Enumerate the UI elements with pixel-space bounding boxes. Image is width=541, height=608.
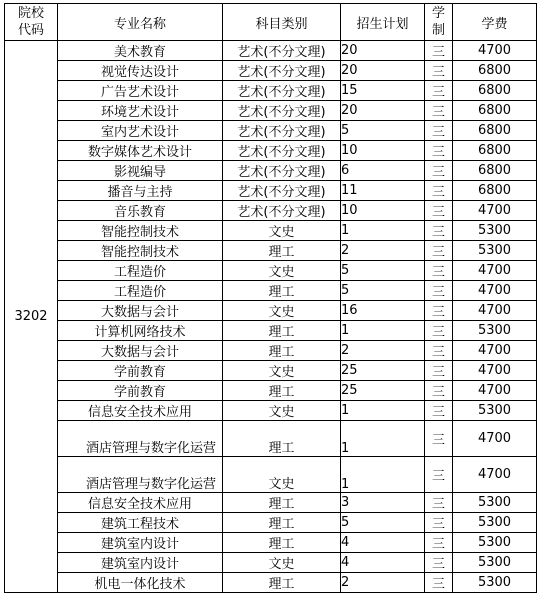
major-name-cell: 酒店管理与数字化运营 [58, 457, 223, 493]
table-row [5, 341, 537, 361]
subject-category-cell: 文史 [223, 261, 341, 281]
tuition-cell: 6800 [453, 181, 537, 201]
tuition-cell: 5300 [453, 493, 537, 513]
major-name-cell: 计算机网络技术 [58, 321, 223, 341]
tuition-cell: 4700 [453, 421, 537, 457]
subject-category-cell: 理工 [223, 341, 341, 361]
study-years-cell: 三 [425, 121, 453, 141]
tuition-cell: 6800 [453, 101, 537, 121]
tuition-cell: 5300 [453, 533, 537, 553]
header-subject-category: 科目类别 [223, 4, 341, 41]
tuition-cell: 5300 [453, 221, 537, 241]
enrollment-plan-cell: 25 [341, 361, 425, 381]
table-row [5, 573, 537, 593]
major-name-cell: 机电一体化技术 [58, 573, 223, 593]
table-row [5, 457, 537, 493]
subject-category-cell: 文史 [223, 401, 341, 421]
tuition-cell: 4700 [453, 261, 537, 281]
header-study-years: 学 制 [425, 4, 453, 41]
enrollment-plan-cell: 10 [341, 201, 425, 221]
major-name-cell: 数字媒体艺术设计 [58, 141, 223, 161]
table-row [5, 533, 537, 553]
study-years-cell: 三 [425, 241, 453, 261]
enrollment-plan-cell: 5 [341, 281, 425, 301]
table-row [5, 181, 537, 201]
study-years-cell: 三 [425, 457, 453, 493]
subject-category-cell: 艺术(不分文理) [223, 121, 341, 141]
tuition-cell: 5300 [453, 401, 537, 421]
enrollment-plan-cell: 20 [341, 101, 425, 121]
subject-category-cell: 文史 [223, 361, 341, 381]
enrollment-plan-cell: 16 [341, 301, 425, 321]
table-row [5, 161, 537, 181]
header-enrollment-plan: 招生计划 [341, 4, 425, 41]
study-years-cell: 三 [425, 181, 453, 201]
table-row [5, 381, 537, 401]
enrollment-plan-cell: 1 [341, 421, 425, 457]
tuition-cell: 4700 [453, 41, 537, 61]
major-name-cell: 视觉传达设计 [58, 61, 223, 81]
tuition-cell: 5300 [453, 513, 537, 533]
enrollment-plan-cell: 11 [341, 181, 425, 201]
study-years-cell: 三 [425, 221, 453, 241]
subject-category-cell: 艺术(不分文理) [223, 161, 341, 181]
subject-category-cell: 理工 [223, 321, 341, 341]
subject-category-cell: 理工 [223, 533, 341, 553]
table-row [5, 41, 537, 61]
enrollment-plan-cell: 5 [341, 121, 425, 141]
tuition-cell: 6800 [453, 61, 537, 81]
header-school-code: 院校 代码 [5, 4, 58, 41]
subject-category-cell: 理工 [223, 493, 341, 513]
enrollment-plan-cell: 4 [341, 553, 425, 573]
major-name-cell: 工程造价 [58, 261, 223, 281]
subject-category-cell: 艺术(不分文理) [223, 181, 341, 201]
major-name-cell: 信息安全技术应用 [58, 401, 223, 421]
enrollment-plan-cell: 25 [341, 381, 425, 401]
subject-category-cell: 理工 [223, 281, 341, 301]
enrollment-plan-cell: 15 [341, 81, 425, 101]
study-years-cell: 三 [425, 61, 453, 81]
subject-category-cell: 文史 [223, 301, 341, 321]
subject-category-cell: 文史 [223, 553, 341, 573]
admission-plan-table [4, 3, 537, 593]
enrollment-plan-cell: 1 [341, 321, 425, 341]
subject-category-cell: 理工 [223, 573, 341, 593]
tuition-cell: 4700 [453, 457, 537, 493]
major-name-cell: 信息安全技术应用 [58, 493, 223, 513]
study-years-cell: 三 [425, 553, 453, 573]
enrollment-plan-cell: 2 [341, 241, 425, 261]
subject-category-cell: 理工 [223, 421, 341, 457]
tuition-cell: 4700 [453, 301, 537, 321]
table-row [5, 401, 537, 421]
major-name-cell: 学前教育 [58, 381, 223, 401]
major-name-cell: 智能控制技术 [58, 241, 223, 261]
study-years-cell: 三 [425, 301, 453, 321]
tuition-cell: 5300 [453, 321, 537, 341]
tuition-cell: 5300 [453, 241, 537, 261]
subject-category-cell: 理工 [223, 381, 341, 401]
major-name-cell: 音乐教育 [58, 201, 223, 221]
table-header-row [5, 4, 537, 41]
subject-category-cell: 理工 [223, 241, 341, 261]
enrollment-plan-cell: 5 [341, 261, 425, 281]
enrollment-plan-cell: 20 [341, 41, 425, 61]
study-years-cell: 三 [425, 81, 453, 101]
subject-category-cell: 理工 [223, 513, 341, 533]
table-row [5, 301, 537, 321]
study-years-cell: 三 [425, 341, 453, 361]
table-row [5, 221, 537, 241]
table-row [5, 321, 537, 341]
major-name-cell: 播音与主持 [58, 181, 223, 201]
table-row [5, 553, 537, 573]
major-name-cell: 美术教育 [58, 41, 223, 61]
table-row [5, 493, 537, 513]
tuition-cell: 6800 [453, 141, 537, 161]
study-years-cell: 三 [425, 161, 453, 181]
enrollment-plan-cell: 2 [341, 573, 425, 593]
enrollment-plan-cell: 1 [341, 401, 425, 421]
enrollment-plan-cell: 20 [341, 61, 425, 81]
major-name-cell: 影视编导 [58, 161, 223, 181]
enrollment-plan-cell: 1 [341, 457, 425, 493]
subject-category-cell: 艺术(不分文理) [223, 61, 341, 81]
table-row [5, 241, 537, 261]
major-name-cell: 大数据与会计 [58, 341, 223, 361]
major-name-cell: 酒店管理与数字化运营 [58, 421, 223, 457]
subject-category-cell: 文史 [223, 457, 341, 493]
tuition-cell: 6800 [453, 161, 537, 181]
table-row [5, 121, 537, 141]
tuition-cell: 5300 [453, 573, 537, 593]
table-row [5, 281, 537, 301]
tuition-cell: 4700 [453, 281, 537, 301]
table-row [5, 81, 537, 101]
study-years-cell: 三 [425, 321, 453, 341]
table-row [5, 361, 537, 381]
major-name-cell: 学前教育 [58, 361, 223, 381]
table-row [5, 261, 537, 281]
major-name-cell: 建筑工程技术 [58, 513, 223, 533]
table-row [5, 61, 537, 81]
subject-category-cell: 艺术(不分文理) [223, 101, 341, 121]
subject-category-cell: 文史 [223, 221, 341, 241]
major-name-cell: 建筑室内设计 [58, 533, 223, 553]
subject-category-cell: 艺术(不分文理) [223, 81, 341, 101]
subject-category-cell: 艺术(不分文理) [223, 141, 341, 161]
tuition-cell: 6800 [453, 81, 537, 101]
major-name-cell: 智能控制技术 [58, 221, 223, 241]
tuition-cell: 4700 [453, 341, 537, 361]
school-code-cell: 3202 [5, 41, 58, 593]
enrollment-plan-cell: 10 [341, 141, 425, 161]
table-row [5, 201, 537, 221]
study-years-cell: 三 [425, 573, 453, 593]
table-row [5, 101, 537, 121]
study-years-cell: 三 [425, 533, 453, 553]
enrollment-plan-cell: 2 [341, 341, 425, 361]
table-row [5, 141, 537, 161]
enrollment-plan-cell: 4 [341, 533, 425, 553]
study-years-cell: 三 [425, 281, 453, 301]
table-row [5, 513, 537, 533]
study-years-cell: 三 [425, 201, 453, 221]
subject-category-cell: 艺术(不分文理) [223, 41, 341, 61]
study-years-cell: 三 [425, 141, 453, 161]
tuition-cell: 5300 [453, 553, 537, 573]
header-tuition: 学费 [453, 4, 537, 41]
major-name-cell: 大数据与会计 [58, 301, 223, 321]
tuition-cell: 4700 [453, 361, 537, 381]
study-years-cell: 三 [425, 361, 453, 381]
major-name-cell: 建筑室内设计 [58, 553, 223, 573]
study-years-cell: 三 [425, 101, 453, 121]
study-years-cell: 三 [425, 41, 453, 61]
major-name-cell: 广告艺术设计 [58, 81, 223, 101]
enrollment-plan-cell: 5 [341, 513, 425, 533]
subject-category-cell: 艺术(不分文理) [223, 201, 341, 221]
study-years-cell: 三 [425, 493, 453, 513]
study-years-cell: 三 [425, 421, 453, 457]
major-name-cell: 环境艺术设计 [58, 101, 223, 121]
major-name-cell: 工程造价 [58, 281, 223, 301]
table-body [5, 41, 537, 593]
header-major-name: 专业名称 [58, 4, 223, 41]
study-years-cell: 三 [425, 261, 453, 281]
tuition-cell: 4700 [453, 201, 537, 221]
study-years-cell: 三 [425, 381, 453, 401]
enrollment-plan-cell: 1 [341, 221, 425, 241]
tuition-cell: 4700 [453, 381, 537, 401]
major-name-cell: 室内艺术设计 [58, 121, 223, 141]
study-years-cell: 三 [425, 513, 453, 533]
study-years-cell: 三 [425, 401, 453, 421]
tuition-cell: 6800 [453, 121, 537, 141]
enrollment-plan-cell: 3 [341, 493, 425, 513]
table-row [5, 421, 537, 457]
enrollment-plan-cell: 6 [341, 161, 425, 181]
